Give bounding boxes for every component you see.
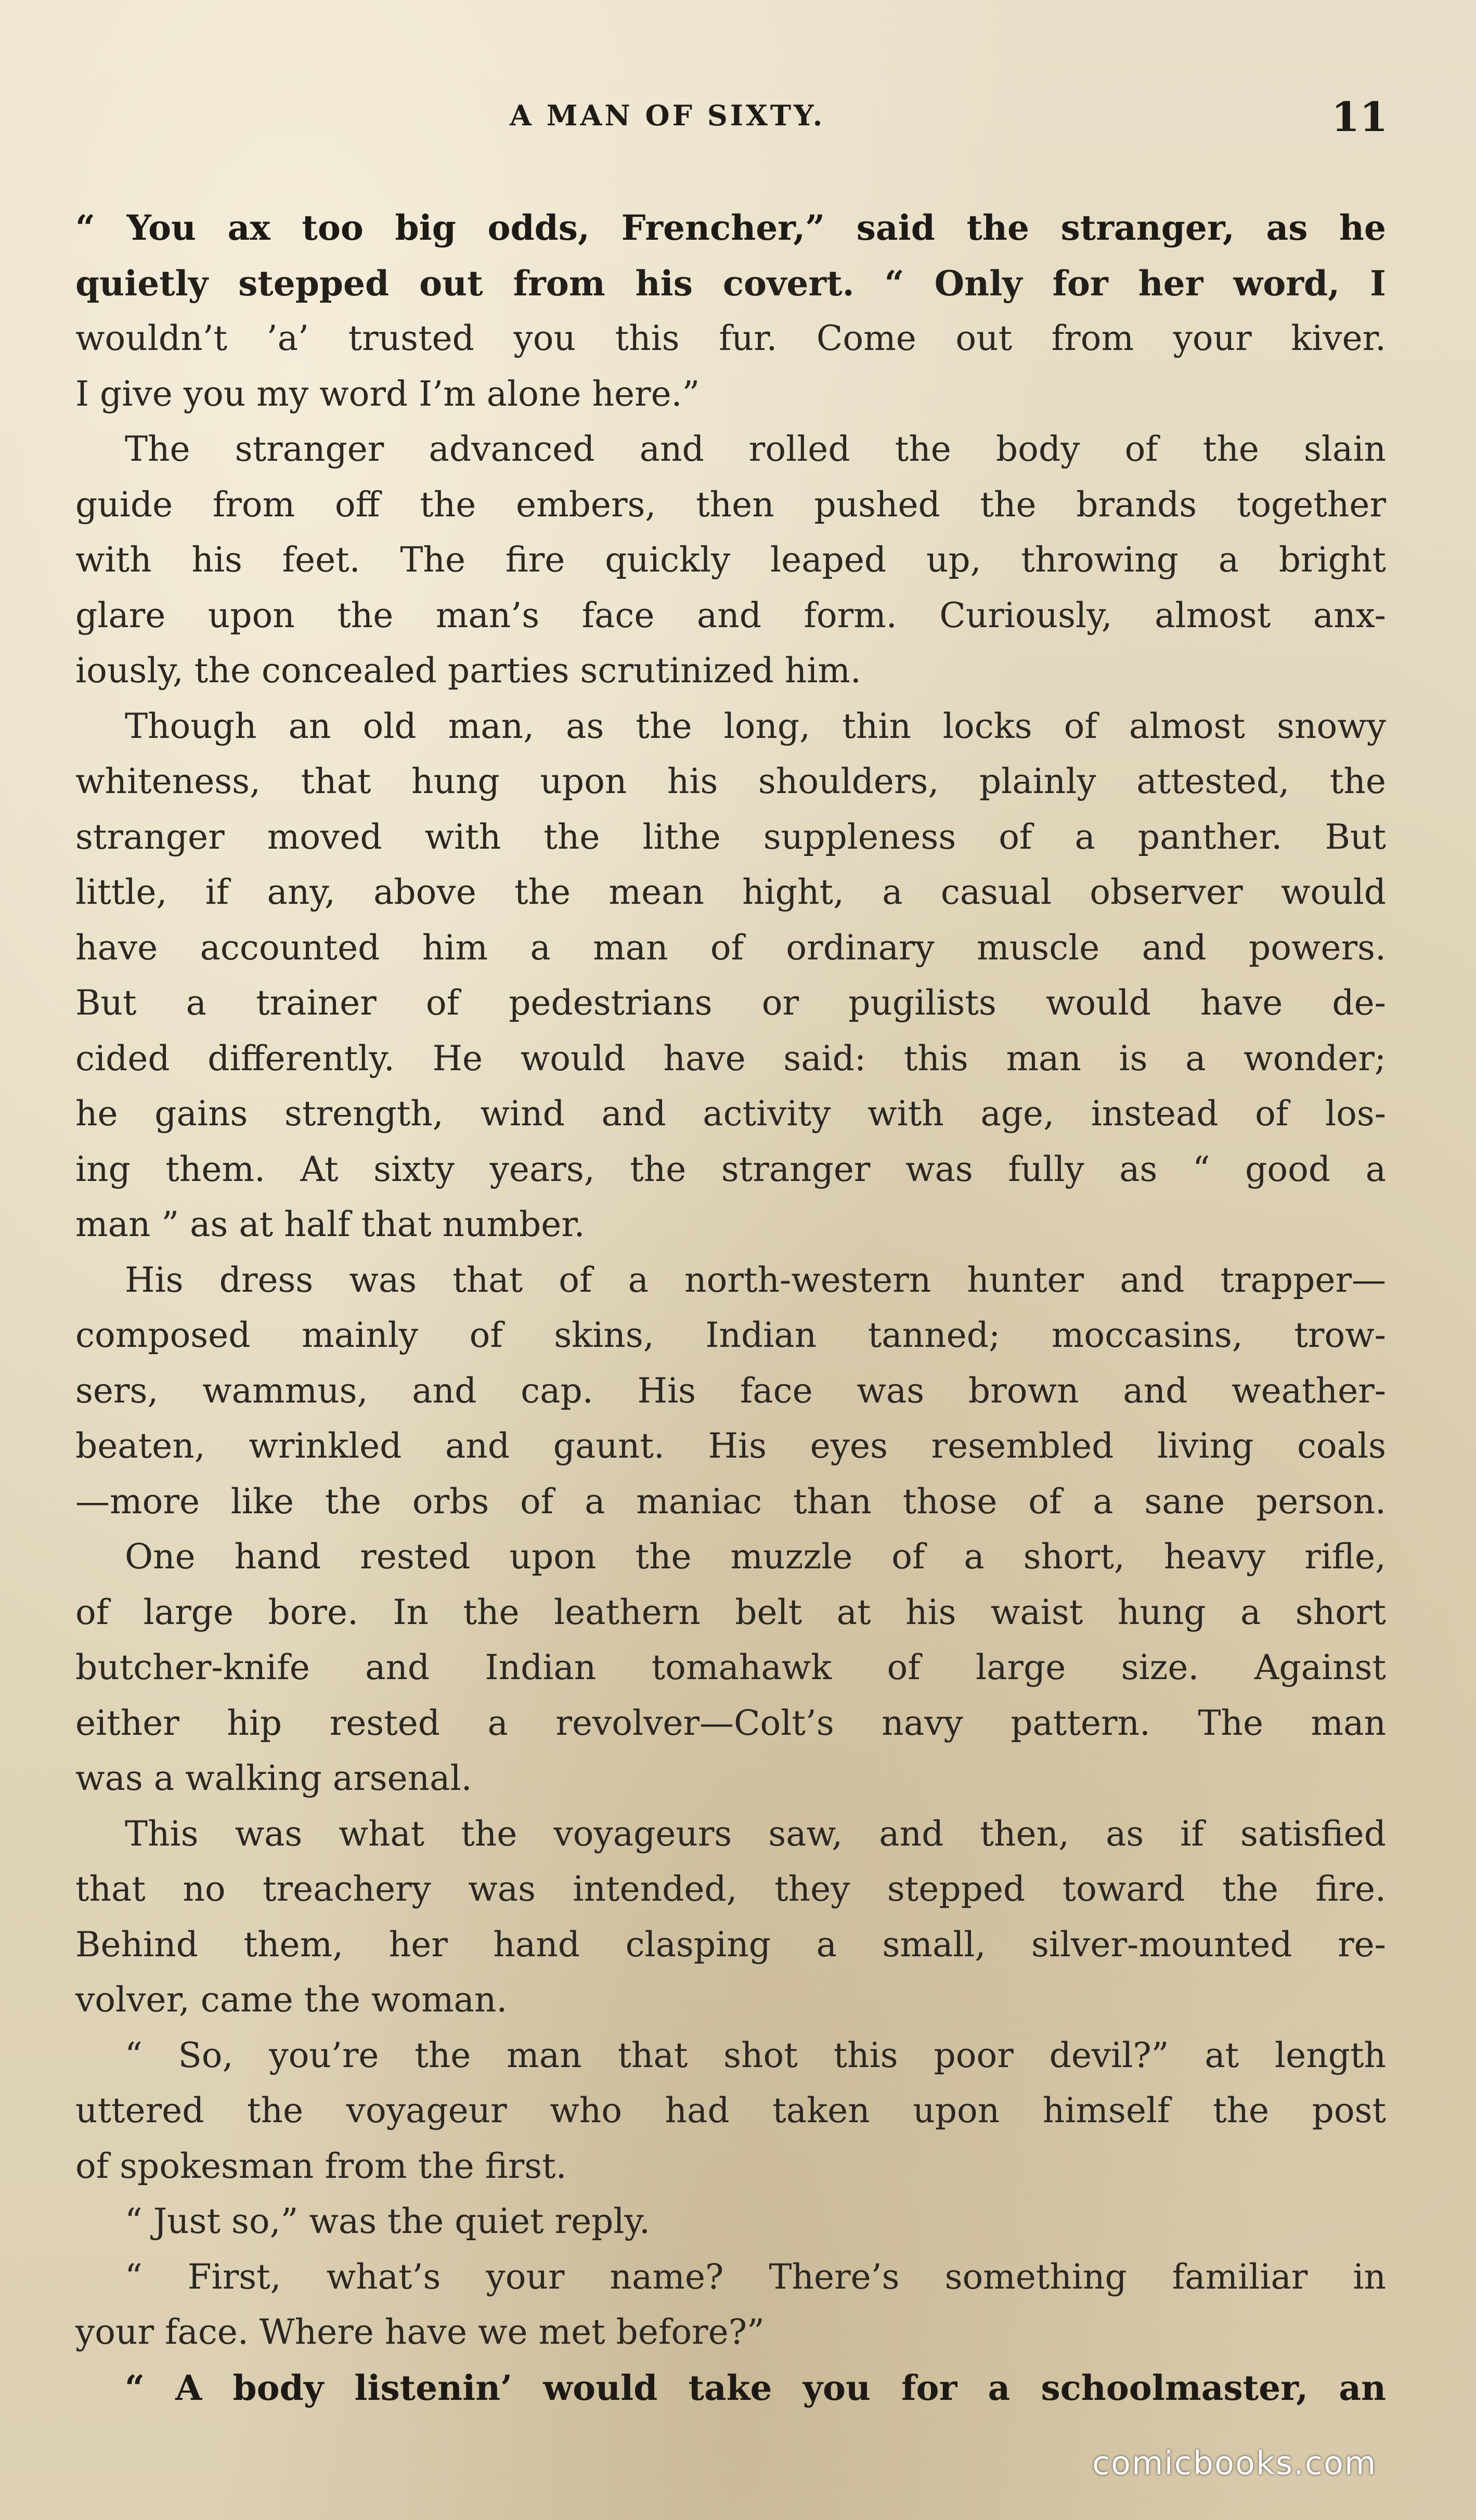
text-line: ing them. At sixty years, the stranger was fully as “ good a [75, 1149, 1386, 1189]
text-line: guide from off the embers, then pushed the brands together [75, 484, 1386, 525]
text-line: “ Just so,” was the quiet reply. [125, 2201, 651, 2241]
text-line: “ First, what’s your name? There’s something familiar in [125, 2256, 1386, 2297]
text-line: butcher-knife and Indian tomahawk of large size. Against [75, 1647, 1386, 1687]
text-line: cided differently. He would have said: this man is a wonder; [75, 1038, 1386, 1079]
text-line: that no treachery was intended, they stepped toward the fire. [75, 1869, 1386, 1909]
text-line: was a walking arsenal. [75, 1758, 472, 1798]
text-line: stranger moved with the lithe suppleness of a panther. But [75, 816, 1386, 857]
text-line: “ You ax too big odds, Frencher,” said the stranger, as he [75, 207, 1386, 248]
text-line: “ So, you’re the man that shot this poor devil?” at length [125, 2035, 1386, 2075]
text-line: sers, wammus, and cap. His face was brown and weather- [75, 1370, 1386, 1411]
text-line: I give you my word I’m alone here.” [75, 373, 700, 414]
text-line: whiteness, that hung upon his shoulders, plainly attested, the [75, 761, 1386, 801]
page-number: 11 [1331, 94, 1388, 141]
text-line: —more like the orbs of a maniac than those of a sane person. [75, 1481, 1386, 1522]
text-line: Behind them, her hand clasping a small, silver-mounted re- [75, 1924, 1386, 1965]
text-line: One hand rested upon the muzzle of a short, heavy rifle, [125, 1537, 1386, 1577]
body-text [75, 200, 1386, 2415]
text-line: volver, came the woman. [75, 1980, 508, 2020]
text-line: composed mainly of skins, Indian tanned; moccasins, trow- [75, 1315, 1386, 1355]
text-line: with his feet. The fire quickly leaped up, throwing a bright [75, 540, 1386, 580]
text-line: The stranger advanced and rolled the body of the slain [125, 429, 1386, 469]
text-line: your face. Where have we met before?” [75, 2312, 765, 2352]
text-line: uttered the voyageur who had taken upon himself the post [75, 2090, 1386, 2131]
text-line: wouldn’t ’a’ trusted you this fur. Come out from your kiver. [75, 318, 1386, 358]
text-line: he gains strength, wind and activity with age, instead of los- [75, 1094, 1386, 1134]
text-line: either hip rested a revolver—Colt’s navy pattern. The man [75, 1703, 1386, 1743]
watermark: comicbooks.com [1092, 2444, 1377, 2482]
text-line: glare upon the man’s face and form. Curiously, almost anx- [75, 595, 1386, 635]
running-head [0, 94, 1476, 146]
text-line: beaten, wrinkled and gaunt. His eyes resembled living coals [75, 1426, 1386, 1466]
text-line: quietly stepped out from his covert. “ Only for her word, I [75, 263, 1386, 304]
text-line: His dress was that of a north-western hunter and trapper— [125, 1259, 1386, 1300]
text-line: Though an old man, as the long, thin locks of almost snowy [125, 706, 1386, 746]
text-line: But a trainer of pedestrians or pugilists would have de- [75, 983, 1386, 1023]
text-line: iously, the concealed parties scrutinized him. [75, 651, 861, 691]
text-line: This was what the voyageurs saw, and then, as if satisfied [125, 1813, 1386, 1854]
text-line: little, if any, above the mean hight, a casual observer would [75, 872, 1386, 912]
text-line: have accounted him a man of ordinary muscle and powers. [75, 927, 1386, 968]
running-title: A MAN OF SIXTY. [510, 99, 825, 132]
text-line: “ A body listenin’ would take you for a schoolmaster, an [125, 2367, 1386, 2408]
text-line: man ” as at half that number. [75, 1204, 585, 1244]
text-line: of spokesman from the first. [75, 2146, 567, 2186]
text-line: of large bore. In the leathern belt at his waist hung a short [75, 1592, 1386, 1632]
